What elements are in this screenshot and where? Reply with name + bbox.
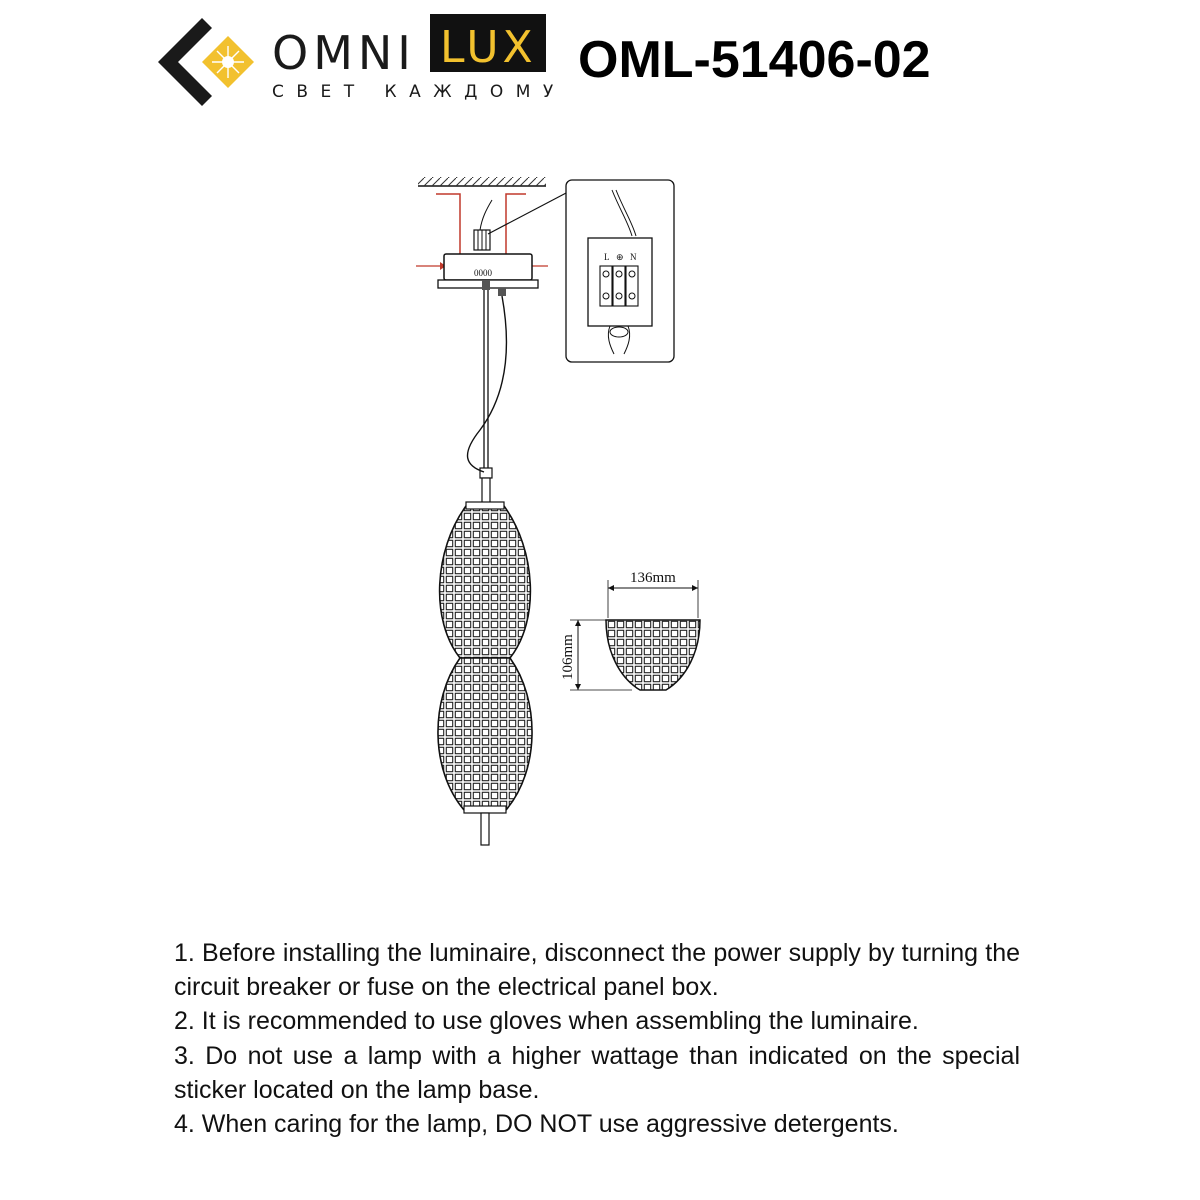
shade-width-label: 136mm — [630, 570, 676, 586]
detail-pointer — [488, 192, 568, 234]
power-cable — [468, 296, 507, 472]
brand-lux-box — [430, 14, 546, 72]
canopy — [438, 254, 538, 296]
canopy-label: 0000 — [474, 268, 492, 278]
brand-name-omni: OMNI — [272, 26, 416, 80]
instruction-3: 3. Do not use a lamp with a higher wattage than indicated on the special sticker located on the lamp base. — [174, 1041, 1020, 1104]
instruction-2: 2. It is recommended to use gloves when assembling the luminaire. — [174, 1007, 919, 1036]
brand-header — [150, 10, 970, 110]
brand-tagline: СВЕТ КАЖДОМУ — [272, 82, 566, 102]
wiring-detail-box — [566, 180, 674, 362]
ceiling — [418, 177, 546, 186]
sun-diamond-icon — [150, 14, 260, 110]
upper-shade — [440, 502, 531, 658]
terminal-label-n: N — [630, 252, 637, 262]
bottom-rod — [481, 813, 489, 845]
instruction-4: 4. When caring for the lamp, DO NOT use aggressive detergents. — [174, 1110, 899, 1139]
shade-dimension-view — [560, 570, 700, 690]
shade-height-label: 106mm — [560, 634, 576, 680]
lower-shade — [438, 658, 532, 813]
terminal-label-ground: ⊕ — [616, 252, 624, 262]
brand-name-lux: LUX — [440, 22, 537, 73]
installation-drawing — [400, 170, 720, 860]
safety-instructions — [174, 936, 1020, 1141]
model-code: OML-51406-02 — [578, 31, 931, 89]
terminal-block — [474, 200, 492, 250]
instruction-1: 1. Before installing the luminaire, disconnect the power supply by turning the circuit breaker or fuse on the electrical panel box. — [174, 939, 1020, 1002]
terminal-label-l: L — [604, 252, 610, 262]
